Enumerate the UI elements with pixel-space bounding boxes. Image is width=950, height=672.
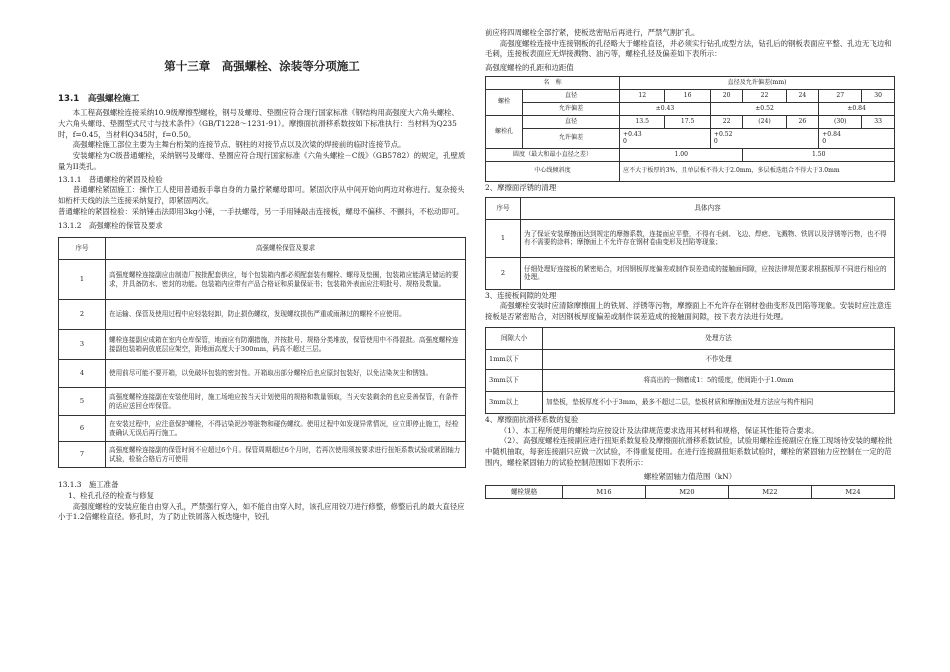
table-cell: M22 xyxy=(729,486,812,499)
table-cell: 20 xyxy=(710,89,743,102)
table-cell: 6 xyxy=(59,416,106,442)
paragraph: 前应将四周螺栓全部拧紧，使板迭密贴后再进行，严禁气割扩孔。 xyxy=(485,28,700,37)
table-cell: 高强度螺栓连接副在安装使用时，施工场地应按当天计划使用的规格和数量领取，当天安装剩余的也应妥善保管，有条件的话应送回仓库保管。 xyxy=(106,388,466,416)
table-cell: 22 xyxy=(743,89,786,102)
left-column xyxy=(58,0,466,523)
table-cell: 1 xyxy=(59,260,106,300)
subsection-heading: 13.1.1 普通螺栓的紧固及检验 xyxy=(58,174,163,184)
section-heading: 13.1 高强螺栓施工 xyxy=(58,93,140,104)
table-cell: 12 xyxy=(620,89,665,102)
table-cell: 7 xyxy=(59,442,106,468)
item-heading: 2、摩擦面浮锈的清理 xyxy=(485,182,557,192)
tolerance-upper: +0.43 xyxy=(623,130,642,138)
table-cell: 13.5 xyxy=(620,115,665,128)
table-header: 序号 xyxy=(59,238,106,260)
chapter-title: 第十三章 高强螺栓、涂装等分项施工 xyxy=(164,59,360,73)
tolerance-lower: 0 xyxy=(822,138,827,146)
table-cell: ±0.84 xyxy=(819,102,895,115)
table-cell: 在安装过程中，应注意保护螺栓，不得沾染泥沙等脏物和碰伤螺纹。使用过程中如发现异常情况，应立即停止施工，经检查确认无误后再行施工。 xyxy=(106,416,466,442)
item-heading: 1、栓孔孔径的检查与修复 xyxy=(68,490,155,500)
table-cell: 1.00 xyxy=(620,148,743,161)
table-cell: 1mm以下 xyxy=(486,349,543,369)
table-cell: 不作处理 xyxy=(543,349,895,369)
table-cell: 直径 xyxy=(523,89,620,102)
table-cell: 将高出的一侧磨成1：5的缓度，使间距小于1.0mm xyxy=(543,369,895,391)
paragraph: 普通螺栓紧固施工：操作工人使用普通扳手靠自身的力量拧紧螺母即可。紧固次序从中间开始向两边对称进行。复杂接头如桁杆天线的法兰连接采纳复拧，即紧固两次。 xyxy=(58,185,465,205)
paragraph: 高强度螺栓连接中连接钢板的孔径略大于螺栓直径，并必须实行钻孔成型方法，钻孔后的钢板表面应平整、孔边无飞边和毛刺，连接板表面应无焊接溅物、油污等，螺栓孔径及偏差如下表所示： xyxy=(485,38,892,59)
table-header: 名 称 xyxy=(486,76,620,89)
table-cell: M20 xyxy=(646,486,729,499)
table-cell: 高强度螺栓连接副的保管时间不应超过6个月。保管周期超过6个月时，若再次使用须按要求进行扭矩系数试验或紧固轴力试验，检验合格后方可使用 xyxy=(106,442,466,468)
table-cell: 3mm以下 xyxy=(486,369,543,391)
table-cell: 螺栓规格 xyxy=(486,486,563,499)
paragraph: （2）、高强度螺栓连接副应进行扭矩系数复验及摩擦面抗滑移系数试验，试验用螺栓连接副应在施工现场待安装的螺栓批中随机抽取，每套连接副只应做一次试验，不得重复使用。在进行连接副扭矩系数试验时，螺栓的紧固轴力应控制在一定的范围内，螺栓紧固轴力的试验控制范围如下表所示： xyxy=(485,436,893,467)
paragraph: 高强螺栓安装时应清除摩擦面上的铁屑、浮锈等污物，摩擦面上不允许存在钢材卷曲变形及凹陷等现象。安装时应注意连接板是否紧密贴合，对因钢板厚度偏差或制作误差造成的接触面间隙，按下表方法进行处理。 xyxy=(485,301,892,322)
paragraph: 安装螺栓为C级普通螺栓，采纳钢号及螺母、垫圈应符合现行国家标准《六角头螺栓－C级》（GB5782）的规定，孔壁质量为II类孔。 xyxy=(58,151,466,171)
right-column xyxy=(485,28,895,499)
table-cell: 26 xyxy=(786,115,819,128)
table-cell: 使用前尽可能不要开箱，以免破坏包装的密封性。开箱取出部分螺栓后也应原封包装好，以免沾染灰尘和锈蚀。 xyxy=(106,360,466,388)
table-cell: 24 xyxy=(786,89,819,102)
table-cell: 33 xyxy=(862,115,895,128)
table-cell: 17.5 xyxy=(665,115,710,128)
table-cell: 螺栓孔 xyxy=(486,115,523,148)
bolt-storage-table xyxy=(58,237,466,468)
table-cell: 1 xyxy=(486,219,521,257)
subsection-heading: 13.1.3 施工准备 xyxy=(58,480,119,490)
table-header: 间隙大小 xyxy=(486,327,543,349)
table-caption: 螺栓紧固轴力值范围（kN） xyxy=(643,471,737,481)
table-cell: 在运输、保管及使用过程中应轻装轻卸，防止损伤螺纹，发现螺纹损伤严重或雨淋过的螺栓不应使用。 xyxy=(106,300,466,330)
table-cell: 高强度螺栓连接副应由制造厂按批配套供应，每个包装箱内都必须配套装有螺栓、螺母及垫圈，包装箱应能满足储运的要求，并具备防水、密封的功能。包装箱内应带有产品合格证和质量保证书；包装箱外表面应注明批号、规格及数量。 xyxy=(106,260,466,300)
table-header: 处理方法 xyxy=(543,327,895,349)
friction-surface-table xyxy=(485,197,895,290)
table-cell: 为了保证安装摩擦面达到规定的摩擦系数，连接面应平整，不得有毛刺、飞边、焊疤、飞溅物、铁屑以及浮锈等污物，也不得有不需要的涂料；摩擦面上不允许存在钢材卷曲变形及凹陷等现象； xyxy=(521,219,895,257)
table-cell: 允许偏差 xyxy=(523,128,620,148)
table-cell: 直径 xyxy=(523,115,620,128)
table-cell: M16 xyxy=(563,486,646,499)
paragraph: 高强螺栓施工部位主要为主舞台桁架的连接节点、钢柱的对接节点以及次梁的焊接前的临时连接节点。 xyxy=(72,140,406,150)
subsection-heading: 13.1.2 高强螺栓的保管及要求 xyxy=(58,221,163,231)
table-cell: 螺栓 xyxy=(486,89,523,115)
table-cell: 16 xyxy=(665,89,710,102)
item-heading: 4、摩擦面抗滑移系数的复验 xyxy=(485,414,579,424)
table-cell: 5 xyxy=(59,388,106,416)
table-cell: 中心线倾斜度 xyxy=(486,161,620,181)
paragraph: 本工程高强螺栓连接采纳10.9级摩擦型螺栓，钢号及螺母、垫圈应符合现行国家标准《钢结构用高强度大六角头螺栓、大六角头螺母、垫圈型式尺寸与技术条件》（GB/T1228～1231-91）。摩擦面抗滑移系数按如下标准执行：当材料为Q235时，f=0.45，当材料Q345时，f=0.50。 xyxy=(58,108,459,139)
table-cell xyxy=(620,128,711,148)
tolerance-upper: +0.52 xyxy=(713,130,733,138)
table-cell: 圆度（最大和最小直径之差） xyxy=(486,148,620,161)
table-cell: ±0.52 xyxy=(710,102,818,115)
table-cell: (30) xyxy=(819,115,862,128)
table-cell xyxy=(819,128,895,148)
table-cell: 3 xyxy=(59,330,106,360)
table-cell: 3mm以上 xyxy=(486,391,543,413)
item-heading: 3、连接板间隙的处理 xyxy=(485,290,557,300)
hole-diameter-table xyxy=(485,76,895,182)
gap-treatment-table xyxy=(485,327,895,414)
table-cell: 2 xyxy=(59,300,106,330)
table-header: 序号 xyxy=(486,197,521,219)
table-cell: 30 xyxy=(862,89,895,102)
table-cell: 螺栓连接副应成箱在室内仓库保管，地面应有防潮措施，并按批号、规格分类堆放，保管使用中不得混批。高强度螺栓连接副包装箱码放底层应架空，距地面高度大于300mm，码高不超过三层。 xyxy=(106,330,466,360)
table-cell xyxy=(710,128,818,148)
table-cell: M24 xyxy=(812,486,895,499)
table-header: 高强螺栓保管及要求 xyxy=(106,238,466,260)
paragraph: 高强度螺栓的安装应能自由穿入孔，严禁强行穿入，如不能自由穿入时，该孔应用铰刀进行修整，修整后孔的最大直径应小于1.2倍螺栓直径。修孔时，为了防止铁屑落入板迭缝中，铰孔 xyxy=(58,501,465,522)
table-cell: 1.50 xyxy=(743,148,895,161)
table-header: 直径及允许偏差(mm) xyxy=(620,76,895,89)
table-cell: 2 xyxy=(486,257,521,289)
table-cell: 加垫板，垫板厚度不小于3mm，最多不超过二层，垫板材质和摩擦面处理方法应与构件相同 xyxy=(543,391,895,413)
table-cell: ±0.43 xyxy=(620,102,711,115)
table-header: 具体内容 xyxy=(521,197,895,219)
table-cell: 允许偏差 xyxy=(523,102,620,115)
tolerance-lower: 0 xyxy=(623,138,627,146)
table-cell: 22 xyxy=(710,115,743,128)
table-cell: 4 xyxy=(59,360,106,388)
tolerance-upper: +0.84 xyxy=(822,130,841,138)
tolerance-lower: 0 xyxy=(713,138,718,146)
table-caption: 高强度螺栓的孔距和边距值 xyxy=(485,63,574,73)
table-cell: 应不大于板厚的3%，且单层板不得大于2.0mm，多层板迭组合不得大于3.0mm xyxy=(620,161,895,181)
paragraph: （1）、本工程所使用的螺栓均应按设计及法律规范要求选用其材料和规格，保证其性能符合要求。 xyxy=(499,425,819,435)
table-cell: 仔细处理好连接板的紧密贴合，对因钢板厚度偏差或制作误差造成的接触面间隙，应按法律规范要求根据板厚不同进行相应的处理。 xyxy=(521,257,895,289)
bolt-axial-force-table xyxy=(485,485,895,499)
paragraph: 普通螺栓的紧固检验：采纳锤击法即用3kg小锤，一手扶螺母，另一手用锤敲击连接板，螺母不偏移、不颤抖，不松动即可。 xyxy=(58,206,464,216)
table-cell: 27 xyxy=(819,89,862,102)
table-cell: (24) xyxy=(743,115,786,128)
